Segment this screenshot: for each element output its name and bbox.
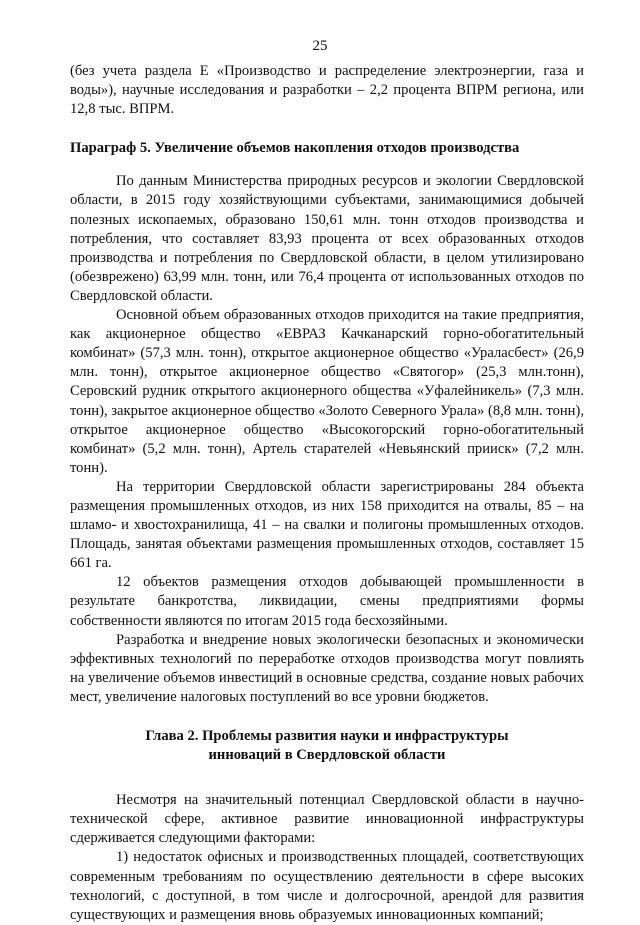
paragraph-ministry-data: По данным Министерства природных ресурсов и экологии Свердловской области, в 2015 году хозяйствующими субъектами, занимающимися добычей полезных ископаемых, образовано 150,61 млн. тонн отходов производства и потребления, что составляет 83,93 процента от всех образованных отходов производства и потребления по Свердловской области, в целом утилизировано (обезврежено) 63,99 млн. тонн, или 76,4 процента от использованных отходов по Свердловской области. bbox=[70, 173, 584, 304]
paragraph-limiting-factors: Несмотря на значительный потенциал Свердловской области в научно-технической сфере, активное развитие инновационной инфраструктуры сдерживается следующими факторами: bbox=[70, 792, 584, 847]
document-body bbox=[70, 62, 584, 925]
section-heading-paragraph-5: Параграф 5. Увеличение объемов накопления отходов производства bbox=[70, 140, 520, 157]
paragraph-continuation: (без учета раздела Е «Производство и распределение электроэнергии, газа и воды»), научные исследования и разработки – 2,2 процента ВПРМ региона, или 12,8 тыс. ВПРМ. bbox=[70, 63, 584, 118]
paragraph-ownerless-objects: 12 объектов размещения отходов добывающей промышленности в результате банкротства, ликвидации, смены предприятиями формы собственности являются по итогам 2015 года бесхозяйными. bbox=[70, 574, 584, 629]
paragraph-registered-objects: На территории Свердловской области зарегистрированы 284 объекта размещения промышленных отходов, из них 158 приходится на отвалы, 85 – на шламо- и хвостохранилища, 41 – на свалки и полигоны промышленных отходов. Площадь, занятая объектами размещения промышленных отходов, составляет 15 661 га. bbox=[70, 478, 584, 572]
page-number: 25 bbox=[312, 38, 328, 54]
chapter-heading-line-2: инноваций в Свердловской области bbox=[208, 747, 446, 764]
chapter-heading-2 bbox=[70, 727, 584, 765]
paragraph-new-technologies: Разработка и внедрение новых экологически безопасных и экономически эффективных технологий по переработке отходов производства могут повлиять на увеличение объемов инвестиций в основные средства, создание новых рабочих мест, увеличение налоговых поступлений во все уровни бюджетов. bbox=[70, 631, 584, 705]
paragraph-main-enterprises: Основной объем образованных отходов приходится на такие предприятия, как акционерное общество «ЕВРАЗ Качканарский горно-обогатительный комбинат» (57,3 млн. тонн), открытое акционерное общество «Ураласбест» (26,9 млн. тонн), открытое акционерное общество «Святогор» (25,3 млн.тонн), Серовский рудник открытого акционерного общества «Уфалейникель» (7,3 млн. тонн), закрытое акционерное общество «Золото Северного Урала» (8,8 млн. тонн), открытое акционерное общество «Высокогорский горно-обогатительный комбинат» (5,2 млн. тонн), Артель старателей «Невьянский прииск» (7,2 млн. тонн). bbox=[70, 307, 584, 476]
chapter-heading-line-1: Глава 2. Проблемы развития науки и инфраструктуры bbox=[145, 728, 509, 744]
list-item-1: 1) недостаток офисных и производственных площадей, соответствующих современным требованиям по осуществлению деятельности в сфере высоких технологий, с доступной, в том числе и долгосрочной, арендой для развития существующих и размещения вновь образуемых инновационных компаний; bbox=[70, 849, 584, 923]
